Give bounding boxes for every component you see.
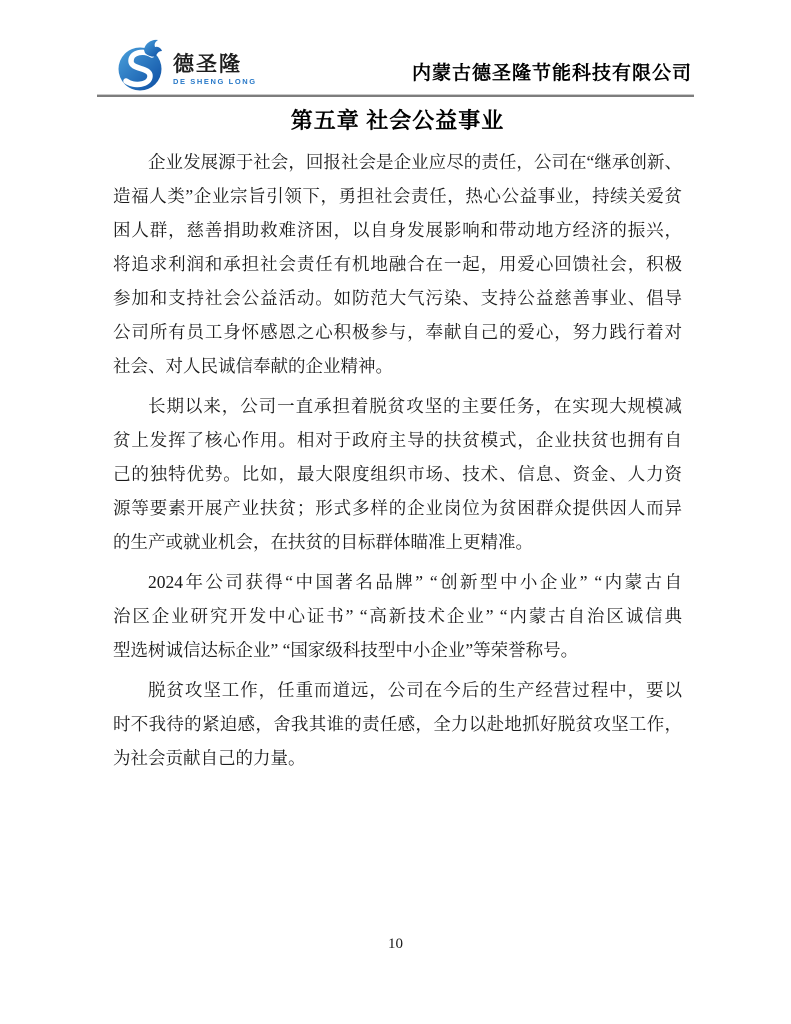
company-logo [116, 38, 257, 94]
chapter-title: 第五章 社会公益事业 [290, 108, 505, 133]
paragraph [113, 145, 682, 383]
paragraph-line: 将追求利润和承担社会责任有机地融合在一起，用爱心回馈社会，积极 [113, 254, 682, 274]
paragraph [113, 389, 682, 559]
paragraph-line: 源等要素开展产业扶贫；形式多样的企业岗位为贫困群众提供因人而异 [113, 498, 682, 518]
logo-brand-en: DE SHENG LONG [173, 77, 257, 87]
paragraph-line: 参加和支持社会公益活动。如防范大气污染、支持公益慈善事业、倡导 [113, 288, 682, 308]
paragraph-line: 贫上发挥了核心作用。相对于政府主导的扶贫模式，企业扶贫也拥有自 [113, 430, 682, 450]
page-number: 10 [388, 936, 403, 952]
logo-brand-cn: 德圣隆 [173, 53, 242, 77]
paragraph-line: 时不我待的紧迫感，舍我其谁的责任感，全力以赴地抓好脱贫攻坚工作， [113, 714, 682, 734]
header-rule [97, 94, 694, 97]
paragraph-line: 公司所有员工身怀感恩之心积极参与，奉献自己的爱心，努力践行着对 [113, 322, 682, 342]
paragraph-line: 企业发展源于社会，回报社会是企业应尽的责任，公司在“继承创新、 [148, 152, 682, 172]
paragraph-line: 己的独特优势。比如，最大限度组织市场、技术、信息、资金、人力资 [113, 464, 682, 484]
paragraph-line: 型选树诚信达标企业” “国家级科技型中小企业”等荣誉称号。 [113, 640, 579, 660]
document-body [113, 106, 682, 781]
paragraph-line: 2024年公司获得“中国著名品牌” “创新型中小企业” “内蒙古自 [148, 572, 682, 592]
logo-text [173, 54, 257, 86]
paragraph-line: 困人群，慈善捐助救难济困，以自身发展影响和带动地方经济的振兴， [113, 220, 682, 240]
paragraph-line: 长期以来，公司一直承担着脱贫攻坚的主要任务，在实现大规模减 [148, 396, 682, 416]
paragraphs-container [113, 145, 682, 775]
paragraph-line: 造福人类”企业宗旨引领下，勇担社会责任，热心公益事业，持续关爱贫 [113, 186, 682, 206]
paragraph-line: 为社会贡献自己的力量。 [113, 748, 306, 768]
paragraph-line: 脱贫攻坚工作，任重而道远，公司在今后的生产经营过程中，要以 [148, 680, 682, 700]
company-name-header: 内蒙古德圣隆节能科技有限公司 [411, 63, 692, 84]
paragraph-line: 社会、对人民诚信奉献的企业精神。 [113, 356, 393, 376]
dragon-logo-icon [116, 38, 168, 94]
paragraph-line: 的生产或就业机会，在扶贫的目标群体瞄准上更精准。 [113, 532, 533, 552]
paragraph [113, 565, 682, 667]
paragraph-line: 治区企业研究开发中心证书” “高新技术企业” “内蒙古自治区诚信典 [113, 606, 682, 626]
paragraph [113, 673, 682, 775]
